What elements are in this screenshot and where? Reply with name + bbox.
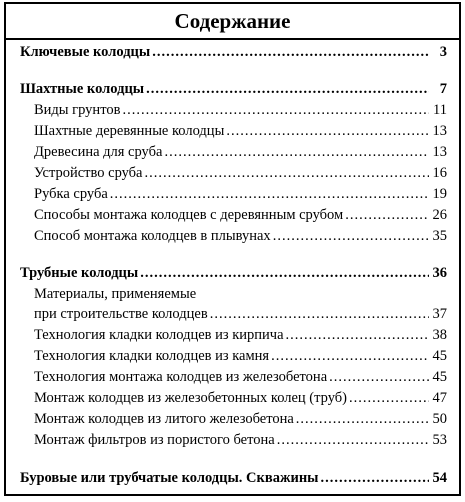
dot-leader <box>271 346 429 366</box>
toc-entry-label: Шахтные деревянные колодцы <box>34 123 225 139</box>
toc-entry-label: Монтаж фильтров из пористого бетона <box>34 432 275 448</box>
toc-page-number: 19 <box>432 186 447 202</box>
toc-entry-label: Трубные колодцы <box>20 265 139 281</box>
toc-entry-label: Буровые или трубчатые колодцы. Скважины <box>20 470 319 486</box>
toc-entry-materials[interactable] <box>34 304 447 324</box>
toc-entry-cast-concrete[interactable] <box>34 409 447 429</box>
dot-leader <box>296 409 429 429</box>
toc-page-number: 13 <box>432 123 447 139</box>
toc-entry-key-wells[interactable] <box>20 42 447 62</box>
toc-entry-label: при строительстве колодцев <box>34 306 208 322</box>
toc-page-number: 37 <box>432 306 447 322</box>
page-title: Содержание <box>174 9 291 33</box>
toc-entry-shaft-wells[interactable] <box>20 79 447 99</box>
toc-entry-label: Технология кладки колодцев из кирпича <box>34 327 284 343</box>
dot-leader <box>277 430 429 450</box>
toc-entry-label: Древесина для сруба <box>34 144 163 160</box>
toc-entry-wooden-shaft-wells[interactable] <box>34 121 447 141</box>
toc-entry-quicksand-installation[interactable] <box>34 226 447 246</box>
toc-entry-brick-masonry[interactable] <box>34 325 447 345</box>
toc-page-number: 35 <box>432 228 447 244</box>
dot-leader <box>286 325 429 345</box>
toc-page-number: 50 <box>432 411 447 427</box>
toc-entry-reinforced-concrete[interactable] <box>34 367 447 387</box>
toc-entry-label: Рубка сруба <box>34 186 108 202</box>
toc-page-number: 38 <box>432 327 447 343</box>
dot-leader <box>152 42 429 62</box>
toc-entry-frame-structure[interactable] <box>34 163 447 183</box>
toc-entry-label: Способы монтажа колодцев с деревянным срубом <box>34 207 344 223</box>
toc-page-number: 7 <box>439 81 447 97</box>
toc-entry-frame-cutting[interactable] <box>34 184 447 204</box>
toc-entry-porous-concrete-filters[interactable] <box>34 430 447 450</box>
toc-page-number: 16 <box>432 165 447 181</box>
toc-page-number: 45 <box>432 369 447 385</box>
toc-page-number: 36 <box>432 265 447 281</box>
title-divider <box>6 38 459 40</box>
toc-entry-drilled-wells[interactable] <box>20 468 447 488</box>
toc-page-number: 3 <box>439 44 447 60</box>
dot-leader <box>140 263 429 283</box>
toc-page-number: 54 <box>432 470 447 486</box>
toc-entry-stone-masonry[interactable] <box>34 346 447 366</box>
dot-leader <box>210 304 429 324</box>
toc-entry-label: Шахтные колодцы <box>20 81 145 97</box>
toc-entry-label: Ключевые колодцы <box>20 44 151 60</box>
toc-entry-label: Технология монтажа колодцев из железобетона <box>34 369 328 385</box>
toc-entry-label: Технология кладки колодцев из камня <box>34 348 270 364</box>
toc-entry-label: Виды грунтов <box>34 102 121 118</box>
toc-page-number: 47 <box>432 390 447 406</box>
toc-entry-timber-for-frame[interactable] <box>34 142 447 162</box>
toc-entry-label: Устройство сруба <box>34 165 143 181</box>
toc-page-number: 11 <box>433 102 447 118</box>
toc-entry-wooden-frame-installation[interactable] <box>34 205 447 225</box>
contents-page <box>4 2 461 496</box>
toc-entry-materials-line1: Материалы, применяемые <box>34 286 197 302</box>
dot-leader <box>110 184 429 204</box>
toc-page-number: 53 <box>432 432 447 448</box>
dot-leader <box>122 100 429 120</box>
toc-entry-label: Способ монтажа колодцев в плывунах <box>34 228 271 244</box>
toc-entry-concrete-rings[interactable] <box>34 388 447 408</box>
toc-entry-pipe-wells[interactable] <box>20 263 447 283</box>
dot-leader <box>164 142 429 162</box>
dot-leader <box>146 79 429 99</box>
toc-entry-label: Монтаж колодцев из железобетонных колец (труб) <box>34 390 347 406</box>
toc-page-number: 45 <box>432 348 447 364</box>
dot-leader <box>273 226 429 246</box>
toc-entry-label: Монтаж колодцев из литого железобетона <box>34 411 294 427</box>
dot-leader <box>321 468 430 488</box>
dot-leader <box>226 121 429 141</box>
dot-leader <box>145 163 430 183</box>
dot-leader <box>349 388 429 408</box>
dot-leader <box>329 367 429 387</box>
dot-leader <box>345 205 429 225</box>
toc-page-number: 13 <box>432 144 447 160</box>
toc-entry-soil-types[interactable] <box>34 100 447 120</box>
toc-page-number: 26 <box>432 207 447 223</box>
